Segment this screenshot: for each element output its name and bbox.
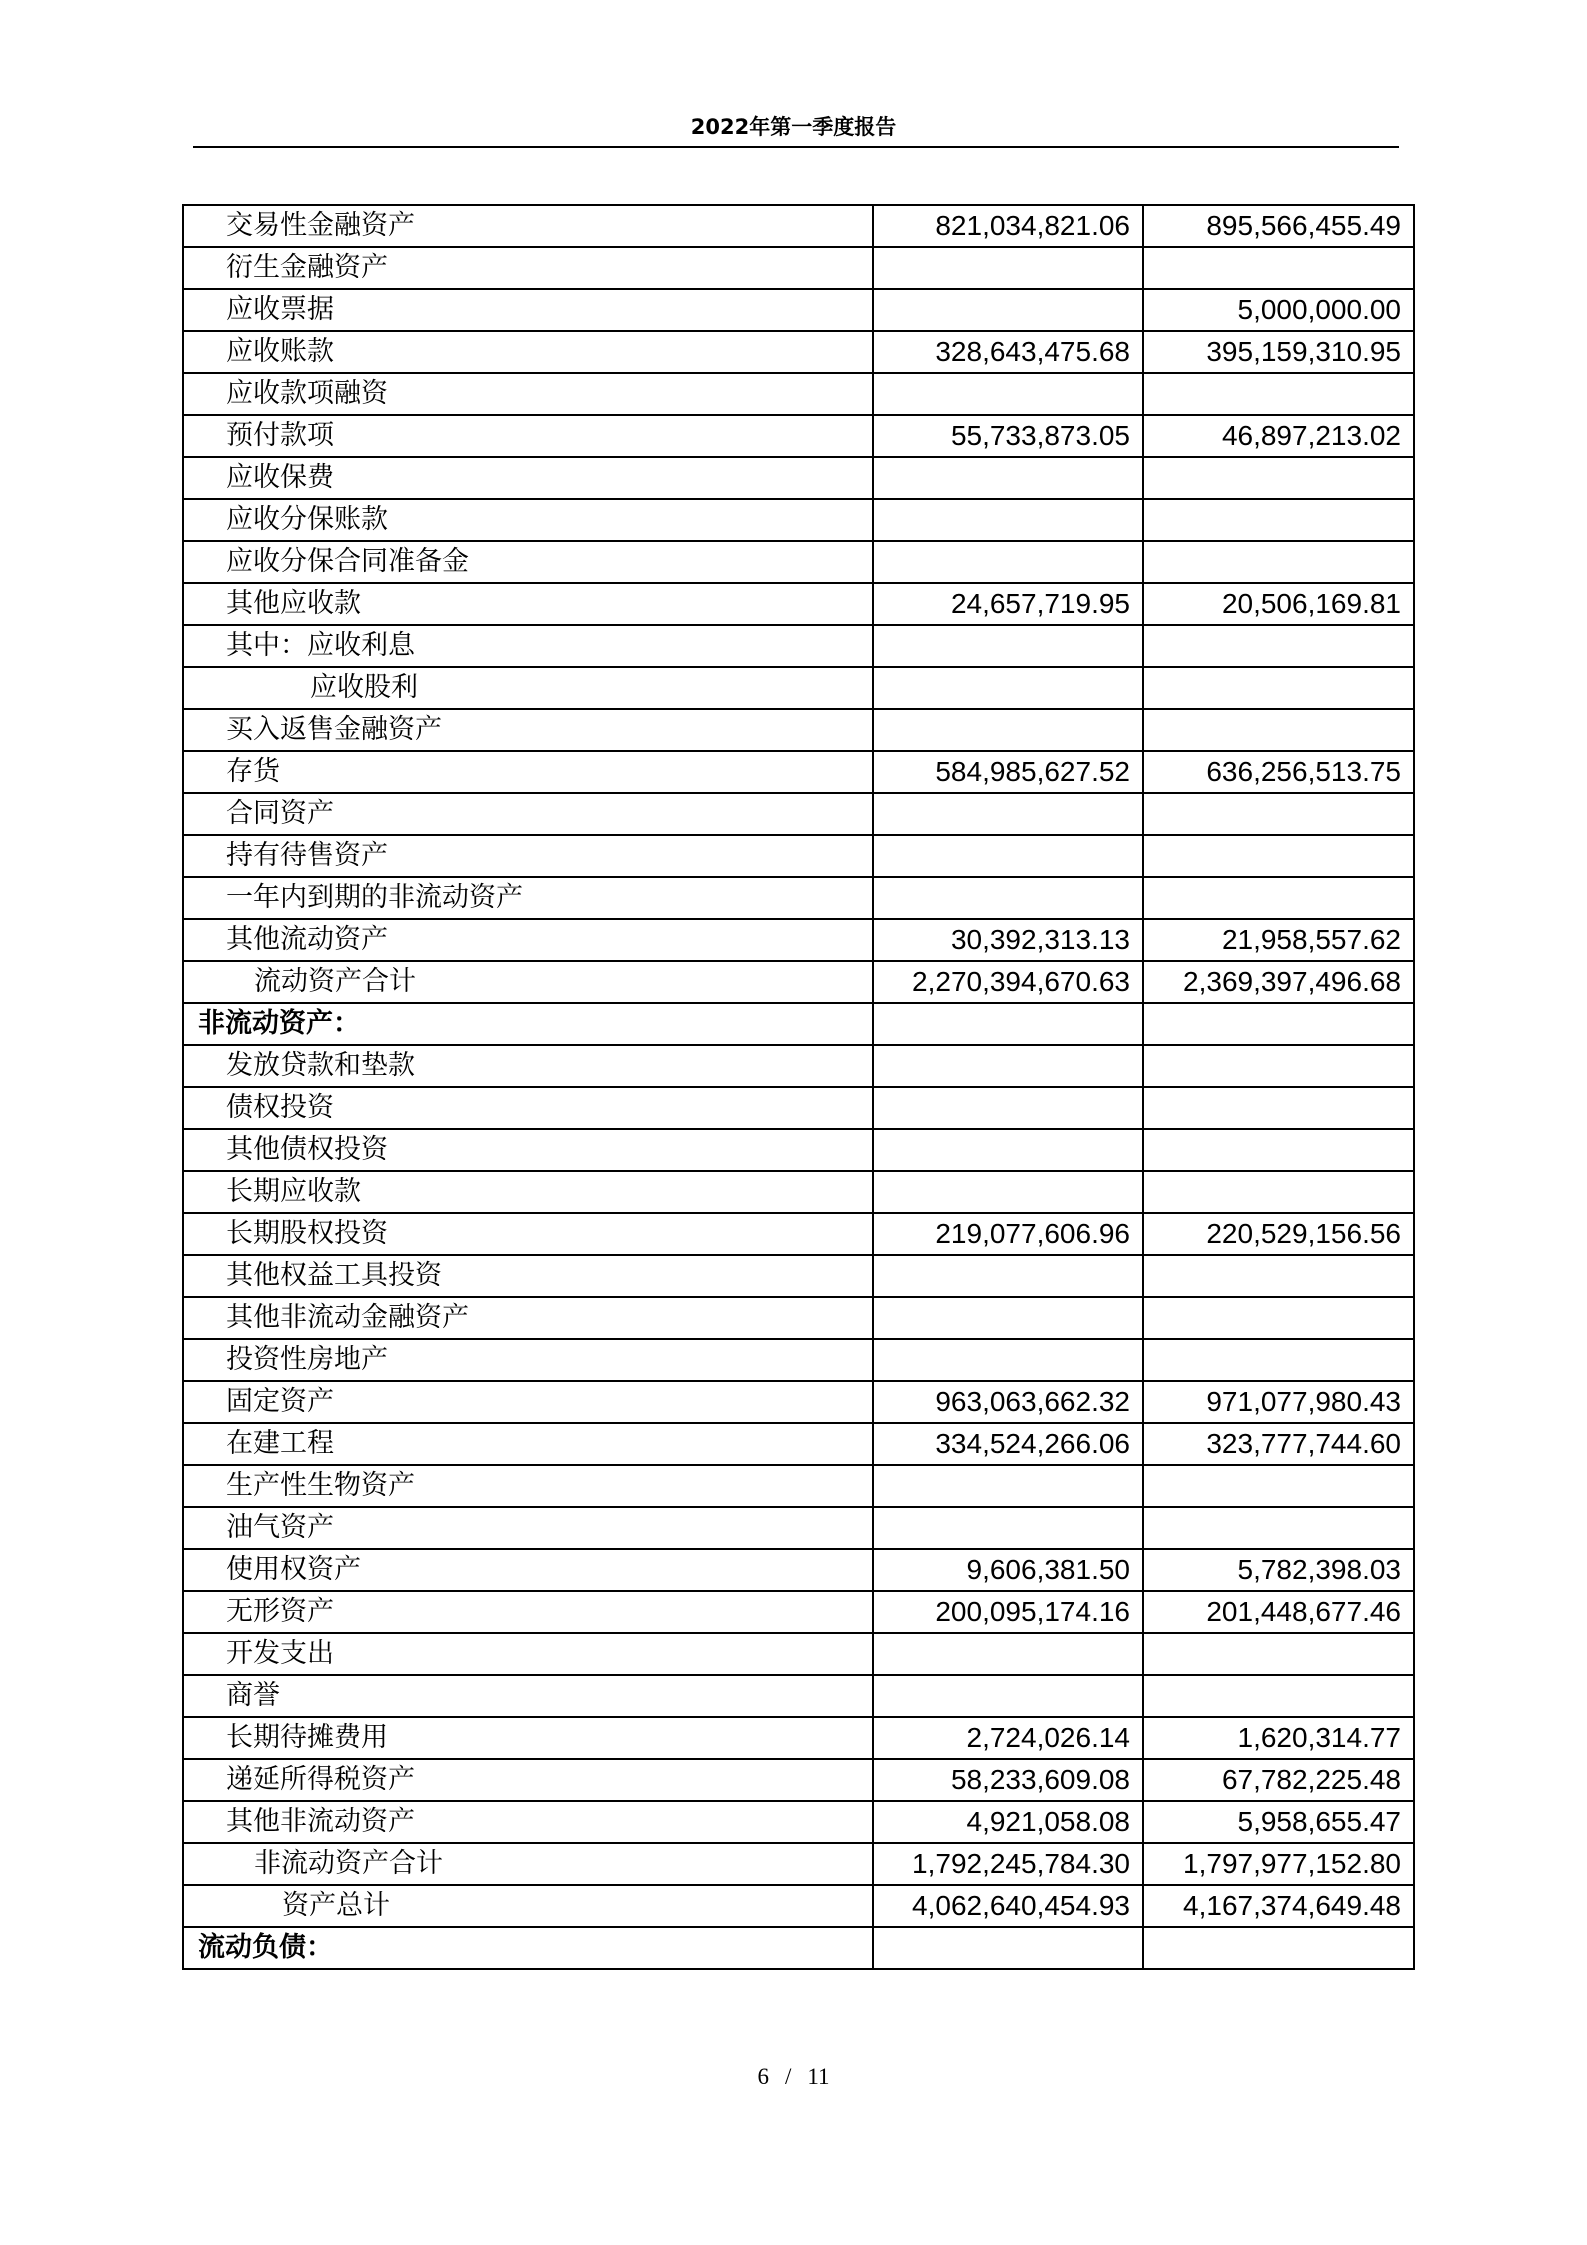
- table-row: [183, 667, 1414, 709]
- page-number: [0, 2062, 1587, 2092]
- period-begin-value: 21,958,557.62: [1143, 919, 1414, 961]
- period-begin-value: 1,620,314.77: [1143, 1717, 1414, 1759]
- period-begin-value: 395,159,310.95: [1143, 331, 1414, 373]
- row-label: 应收票据: [183, 289, 873, 331]
- table-row: [183, 289, 1414, 331]
- balance-sheet-table: [182, 204, 1415, 1970]
- period-end-value: 963,063,662.32: [873, 1381, 1143, 1423]
- row-label: 在建工程: [183, 1423, 873, 1465]
- period-begin-value: [1143, 1675, 1414, 1717]
- row-label: 其他非流动资产: [183, 1801, 873, 1843]
- row-label: 油气资产: [183, 1507, 873, 1549]
- page-total: 11: [807, 2064, 830, 2089]
- row-label: 其中：应收利息: [183, 625, 873, 667]
- period-begin-value: 5,782,398.03: [1143, 1549, 1414, 1591]
- table-row: [183, 247, 1414, 289]
- table-row: [183, 1213, 1414, 1255]
- table-row: [183, 205, 1414, 247]
- table-row: [183, 1129, 1414, 1171]
- period-end-value: 821,034,821.06: [873, 205, 1143, 247]
- row-label: 其他应收款: [183, 583, 873, 625]
- row-label: 一年内到期的非流动资产: [183, 877, 873, 919]
- row-label: 发放贷款和垫款: [183, 1045, 873, 1087]
- period-end-value: [873, 1171, 1143, 1213]
- period-begin-value: [1143, 1255, 1414, 1297]
- subtotal-label: 流动资产合计: [183, 961, 873, 1003]
- table-row: [183, 331, 1414, 373]
- table-row: [183, 793, 1414, 835]
- period-end-value: 200,095,174.16: [873, 1591, 1143, 1633]
- row-label: 其他非流动金融资产: [183, 1297, 873, 1339]
- period-end-value: 219,077,606.96: [873, 1213, 1143, 1255]
- period-begin-value: 4,167,374,649.48: [1143, 1885, 1414, 1927]
- period-end-value: [873, 1087, 1143, 1129]
- period-begin-value: [1143, 1507, 1414, 1549]
- period-end-value: [873, 1003, 1143, 1045]
- period-begin-value: 5,958,655.47: [1143, 1801, 1414, 1843]
- period-end-value: 4,921,058.08: [873, 1801, 1143, 1843]
- row-label: 交易性金融资产: [183, 205, 873, 247]
- table-row: [183, 751, 1414, 793]
- row-label: 应收保费: [183, 457, 873, 499]
- table-row: [183, 1633, 1414, 1675]
- period-begin-value: 2,369,397,496.68: [1143, 961, 1414, 1003]
- table-row: [183, 1885, 1414, 1927]
- period-begin-value: 20,506,169.81: [1143, 583, 1414, 625]
- period-end-value: 4,062,640,454.93: [873, 1885, 1143, 1927]
- period-end-value: 55,733,873.05: [873, 415, 1143, 457]
- table-row: [183, 1717, 1414, 1759]
- period-end-value: [873, 709, 1143, 751]
- period-begin-value: 971,077,980.43: [1143, 1381, 1414, 1423]
- table-row: [183, 1297, 1414, 1339]
- period-end-value: 2,270,394,670.63: [873, 961, 1143, 1003]
- period-begin-value: [1143, 541, 1414, 583]
- period-begin-value: 67,782,225.48: [1143, 1759, 1414, 1801]
- row-label: 买入返售金融资产: [183, 709, 873, 751]
- period-end-value: 334,524,266.06: [873, 1423, 1143, 1465]
- table-row: [183, 1549, 1414, 1591]
- row-label: 商誉: [183, 1675, 873, 1717]
- row-label: 其他债权投资: [183, 1129, 873, 1171]
- page-separator: /: [784, 2064, 792, 2089]
- period-begin-value: [1143, 457, 1414, 499]
- period-begin-value: 1,797,977,152.80: [1143, 1843, 1414, 1885]
- row-label: 持有待售资产: [183, 835, 873, 877]
- period-begin-value: [1143, 1339, 1414, 1381]
- period-end-value: 58,233,609.08: [873, 1759, 1143, 1801]
- row-label: 生产性生物资产: [183, 1465, 873, 1507]
- period-begin-value: 5,000,000.00: [1143, 289, 1414, 331]
- period-begin-value: [1143, 1171, 1414, 1213]
- table-row: [183, 961, 1414, 1003]
- period-end-value: 1,792,245,784.30: [873, 1843, 1143, 1885]
- period-end-value: [873, 1339, 1143, 1381]
- period-begin-value: [1143, 373, 1414, 415]
- table-row: [183, 709, 1414, 751]
- period-begin-value: [1143, 667, 1414, 709]
- period-begin-value: 895,566,455.49: [1143, 205, 1414, 247]
- table-row: [183, 457, 1414, 499]
- section-heading: 流动负债：: [183, 1927, 873, 1969]
- section-heading: 非流动资产：: [183, 1003, 873, 1045]
- period-begin-value: [1143, 709, 1414, 751]
- period-end-value: [873, 877, 1143, 919]
- period-end-value: [873, 793, 1143, 835]
- period-begin-value: [1143, 1927, 1414, 1969]
- table-row: [183, 1927, 1414, 1969]
- period-end-value: [873, 499, 1143, 541]
- period-end-value: [873, 835, 1143, 877]
- row-label: 合同资产: [183, 793, 873, 835]
- period-begin-value: 220,529,156.56: [1143, 1213, 1414, 1255]
- table-row: [183, 1255, 1414, 1297]
- period-end-value: [873, 1633, 1143, 1675]
- total-label: 资产总计: [183, 1885, 873, 1927]
- period-end-value: 30,392,313.13: [873, 919, 1143, 961]
- table-row: [183, 583, 1414, 625]
- period-end-value: 9,606,381.50: [873, 1549, 1143, 1591]
- row-label: 无形资产: [183, 1591, 873, 1633]
- period-end-value: [873, 1927, 1143, 1969]
- row-label: 应收股利: [183, 667, 873, 709]
- period-end-value: [873, 1255, 1143, 1297]
- period-end-value: [873, 247, 1143, 289]
- period-begin-value: [1143, 1633, 1414, 1675]
- row-label: 其他流动资产: [183, 919, 873, 961]
- period-begin-value: 636,256,513.75: [1143, 751, 1414, 793]
- period-begin-value: [1143, 1129, 1414, 1171]
- table-row: [183, 373, 1414, 415]
- row-label: 衍生金融资产: [183, 247, 873, 289]
- period-begin-value: [1143, 793, 1414, 835]
- table-row: [183, 835, 1414, 877]
- table-row: [183, 919, 1414, 961]
- period-begin-value: [1143, 877, 1414, 919]
- period-begin-value: [1143, 1087, 1414, 1129]
- row-label: 其他权益工具投资: [183, 1255, 873, 1297]
- row-label: 应收分保账款: [183, 499, 873, 541]
- period-end-value: [873, 289, 1143, 331]
- subtotal-label: 非流动资产合计: [183, 1843, 873, 1885]
- period-end-value: 584,985,627.52: [873, 751, 1143, 793]
- period-end-value: 2,724,026.14: [873, 1717, 1143, 1759]
- row-label: 长期待摊费用: [183, 1717, 873, 1759]
- period-end-value: [873, 625, 1143, 667]
- table-row: [183, 1801, 1414, 1843]
- row-label: 开发支出: [183, 1633, 873, 1675]
- row-label: 长期股权投资: [183, 1213, 873, 1255]
- table-row: [183, 541, 1414, 583]
- period-end-value: [873, 373, 1143, 415]
- table-row: [183, 877, 1414, 919]
- table-row: [183, 1423, 1414, 1465]
- row-label: 存货: [183, 751, 873, 793]
- period-end-value: 24,657,719.95: [873, 583, 1143, 625]
- table-row: [183, 1381, 1414, 1423]
- row-label: 投资性房地产: [183, 1339, 873, 1381]
- period-begin-value: [1143, 1003, 1414, 1045]
- period-begin-value: 46,897,213.02: [1143, 415, 1414, 457]
- row-label: 应收分保合同准备金: [183, 541, 873, 583]
- period-begin-value: [1143, 1297, 1414, 1339]
- period-begin-value: [1143, 247, 1414, 289]
- row-label: 长期应收款: [183, 1171, 873, 1213]
- period-end-value: [873, 1297, 1143, 1339]
- period-begin-value: [1143, 1465, 1414, 1507]
- period-end-value: [873, 1045, 1143, 1087]
- table-row: [183, 1045, 1414, 1087]
- row-label: 使用权资产: [183, 1549, 873, 1591]
- period-end-value: [873, 1507, 1143, 1549]
- table-row: [183, 625, 1414, 667]
- period-end-value: [873, 457, 1143, 499]
- table-row: [183, 1591, 1414, 1633]
- period-begin-value: [1143, 499, 1414, 541]
- row-label: 应收款项融资: [183, 373, 873, 415]
- table-row: [183, 1759, 1414, 1801]
- period-end-value: [873, 667, 1143, 709]
- table-row: [183, 1507, 1414, 1549]
- table-row: [183, 1339, 1414, 1381]
- period-end-value: [873, 1129, 1143, 1171]
- period-begin-value: 323,777,744.60: [1143, 1423, 1414, 1465]
- header-divider: [193, 146, 1399, 148]
- page-current: 6: [757, 2064, 769, 2089]
- period-begin-value: 201,448,677.46: [1143, 1591, 1414, 1633]
- period-begin-value: [1143, 835, 1414, 877]
- table-row: [183, 499, 1414, 541]
- period-end-value: [873, 1465, 1143, 1507]
- table-row: [183, 1843, 1414, 1885]
- period-end-value: 328,643,475.68: [873, 331, 1143, 373]
- row-label: 债权投资: [183, 1087, 873, 1129]
- row-label: 预付款项: [183, 415, 873, 457]
- row-label: 应收账款: [183, 331, 873, 373]
- row-label: 固定资产: [183, 1381, 873, 1423]
- page-header-title: 2022年第一季度报告: [690, 115, 897, 139]
- table-row: [183, 1003, 1414, 1045]
- row-label: 递延所得税资产: [183, 1759, 873, 1801]
- period-end-value: [873, 1675, 1143, 1717]
- table-row: [183, 1171, 1414, 1213]
- period-end-value: [873, 541, 1143, 583]
- period-begin-value: [1143, 625, 1414, 667]
- period-begin-value: [1143, 1045, 1414, 1087]
- table-row: [183, 1465, 1414, 1507]
- table-row: [183, 1087, 1414, 1129]
- table-row: [183, 415, 1414, 457]
- table-row: [183, 1675, 1414, 1717]
